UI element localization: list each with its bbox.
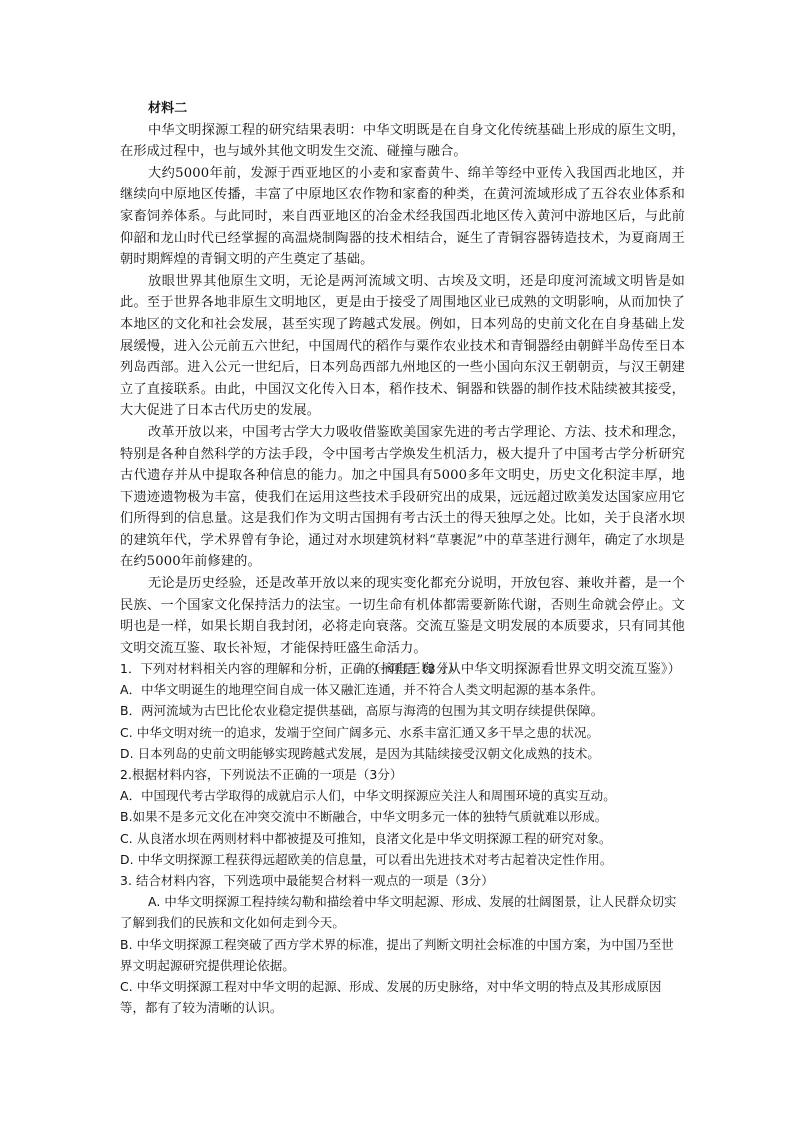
material-two-section [120,98,685,681]
question-2-option-a: A．中国现代考古学取得的成就启示人们，中华文明探源应关注人和周围环境的真实互动。 [120,788,616,804]
material-source-citation: （摘自王巍《从中华文明探源看世界文明交流互鉴》） [367,662,681,678]
question-2-option-b: B.如果不是多元文化在冲突交流中不断融合，中华文明多元一体的独特气质就难以形成。 [120,809,608,825]
question-1-stem: 1．下列对材料相关内容的理解和分析，正确的一项是（3分） [120,661,461,676]
material-paragraph-3: 放眼世界其他原生文明，无论是两河流域文明、古埃及文明，还是印度河流域文明皆是如此。至于世界各地非原生文明地区，更是由于接受了周围地区业已成熟的文明影响，从而加快了本地区的文化和社会发展，甚至实现了跨越式发展。例如，日本列岛的史前文化在自身基础上发展缓慢，进入公元前五六世纪，中国周代的稻作与粟作农业技术和青铜器经由朝鲜半岛传至日本列岛西部。进入公元一世纪后，日本列岛西部九州地区的一些小国向东汉王朝朝贡，与汉王朝建立了直接联系。由此，中国汉文化传入日本，稻作技术、铜器和铁器的制作技术陆续被其接受，大大促进了日本古代历史的发展。 [120,273,685,419]
material-paragraph-4: 改革开放以来，中国考古学大力吸收借鉴欧美国家先进的考古学理论、方法、技术和理念，特别是各种自然科学的方法手段，令中国考古学焕发生机活力，极大提升了中国考古学分析研究古代遗存并从中提取各种信息的能力。加之中国具有5000多年文明史，历史文化积淀丰厚，地下遗迹遗物极为丰富，使我们在运用这些技术手段研究出的成果，远远超过欧美发达国家应用它们所得到的信息量。这是我们作为文明古国拥有考古沃土的得天独厚之处。比如，关于良渚水坝的建筑年代，学术界曾有争论，通过对水坝建筑材料“草裹泥”中的草茎进行测年，确定了水坝是在约5000年前修建的。 [120,424,685,570]
material-paragraph-5: 无论是历史经验，还是改革开放以来的现实变化都充分说明，开放包容、兼收并蓄，是一个民族、一个国家文化保持活力的法宝。一切生命有机体都需要新陈代谢，否则生命就会停止。文明也是一样，如果长期自我封闭，必将走向衰落。交流互鉴是文明发展的本质要求，只有同其他文明交流互鉴、取长补短，才能保持旺盛生命活力。 [120,576,685,656]
question-1 [120,658,685,764]
question-1-option-b: B．两河流域为古巴比伦农业稳定提供基础，高原与海湾的包围为其文明存续提供保障。 [120,703,604,719]
material-paragraph-2: 大约5000年前，发源于西亚地区的小麦和家畜黄牛、绵羊等经中亚传入我国西北地区，并继续向中原地区传播，丰富了中原地区农作物和家畜的种类，在黄河流域形成了五谷农业体系和家畜饲养体系。与此同时，来自西亚地区的冶金术经我国西北地区传入黄河中游地区后，与此前仰韶和龙山时代已经掌握的高温烧制陶器的技术相结合，诞生了青铜容器铸造技术，为夏商周王朝时期辉煌的青铜文明的产生奠定了基础。 [120,165,685,268]
question-2 [120,764,685,870]
question-3-option-c: C. 中华文明探源工程对中华文明的起源、形成、发展的历史脉络，对中华文明的特点及其形成原因等，都有了较为清晰的认识。 [120,979,662,1016]
question-1-option-d: D. 日本列岛的史前文明能够实现跨越式发展，是因为其陆续接受汉朝文化成熟的技术。 [120,745,600,761]
questions-section [120,658,685,1018]
question-2-stem: 2.根据材料内容，下列说法不正确的一项是（3分） [120,767,403,783]
material-heading: 材料二 [148,101,188,116]
question-1-option-a: A．中华文明诞生的地理空间自成一体又融汇连通，并不符合人类文明起源的基本条件。 [120,682,604,698]
question-2-option-d: D. 中华文明探源工程获得远超欧美的信息量，可以看出先进技术对考古起着决定性作用。 [120,851,613,867]
question-3-option-b: B. 中华文明探源工程突破了西方学术界的标准，提出了判断文明社会标准的中国方案，为中国乃至世界文明起源研究提供理论依据。 [120,936,674,973]
question-3-stem: 3. 结合材料内容，下列选项中最能契合材料一观点的一项是（3分） [120,873,494,889]
material-paragraph-1: 中华文明探源工程的研究结果表明：中华文明既是在自身文化传统基础上形成的原生文明，在形成过程中，也与域外其他文明发生交流、碰撞与融合。 [120,122,685,160]
question-3 [120,870,685,1018]
question-2-option-c: C. 从良渚水坝在两则材料中都被提及可推知，良渚文化是中华文明探源工程的研究对象。 [120,830,612,846]
question-3-option-a: A. 中华文明探源工程持续勾勒和描绘着中华文明起源、形成、发展的壮阔图景，让人民群众切实了解到我们的民族和文化如何走到今天。 [120,894,677,931]
question-1-option-c: C. 中华文明对统一的追求，发端于空间广阔多元、水系丰富汇通又多干旱之患的状况。 [120,724,599,740]
